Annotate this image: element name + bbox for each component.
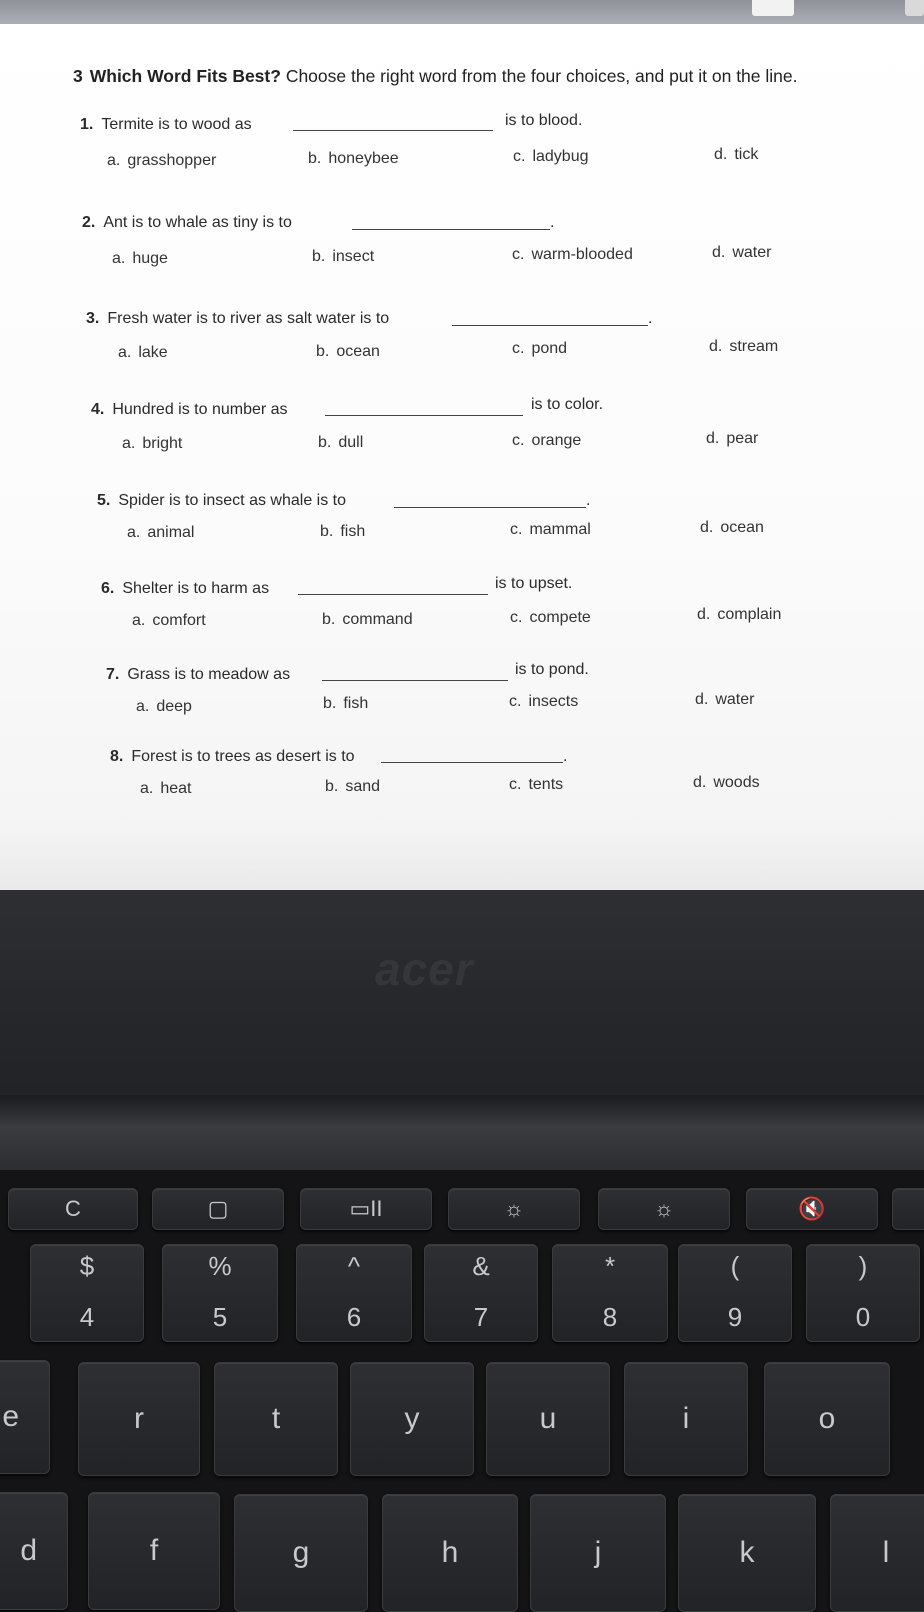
- key-4[interactable]: $ 4: [30, 1244, 144, 1342]
- option-d[interactable]: d. pear: [706, 430, 759, 447]
- answer-blank[interactable]: [394, 507, 586, 508]
- key-9[interactable]: ( 9: [678, 1244, 792, 1342]
- option-b[interactable]: b. fish: [320, 523, 366, 540]
- question-1: [80, 116, 252, 134]
- key-5[interactable]: % 5: [162, 1244, 278, 1342]
- question-7: [106, 666, 290, 684]
- key-8[interactable]: * 8: [552, 1244, 668, 1342]
- option-b[interactable]: b. sand: [325, 778, 381, 795]
- answer-blank[interactable]: [322, 680, 508, 681]
- question-5: [97, 492, 346, 510]
- key-0[interactable]: ) 0: [806, 1244, 920, 1342]
- key-o[interactable]: o: [764, 1362, 890, 1476]
- key-refresh[interactable]: [8, 1188, 138, 1230]
- option-d[interactable]: d. woods: [693, 774, 760, 791]
- option-a[interactable]: a. comfort: [132, 612, 206, 629]
- key-7[interactable]: & 7: [424, 1244, 538, 1342]
- key-6[interactable]: ^ 6: [296, 1244, 412, 1342]
- question-number: 1.: [80, 116, 94, 133]
- key-g[interactable]: g: [234, 1494, 368, 1612]
- mute-icon: 🔇: [798, 1196, 826, 1221]
- option-d[interactable]: d. complain: [697, 606, 782, 623]
- question-text: Termite is to wood as: [101, 116, 252, 133]
- key-fullscreen[interactable]: [152, 1188, 284, 1230]
- key-y[interactable]: y: [350, 1362, 474, 1476]
- key-j[interactable]: j: [530, 1494, 666, 1612]
- question-number: 3.: [86, 310, 100, 327]
- fullscreen-icon: ▢: [207, 1196, 229, 1221]
- key-e[interactable]: e: [0, 1360, 50, 1474]
- question-number: 8.: [110, 748, 124, 765]
- option-d[interactable]: d. tick: [714, 146, 759, 163]
- option-a[interactable]: a. heat: [140, 780, 192, 797]
- option-b[interactable]: b. honeybee: [308, 150, 399, 167]
- key-k[interactable]: k: [678, 1494, 816, 1612]
- option-d[interactable]: d. water: [712, 244, 772, 261]
- question-text: Hundred is to number as: [112, 401, 288, 418]
- question-text: Shelter is to harm as: [122, 580, 270, 597]
- question-8: [110, 748, 355, 766]
- question-suffix: .: [648, 310, 653, 327]
- option-a[interactable]: a. huge: [112, 250, 168, 267]
- question-number: 4.: [91, 401, 105, 418]
- question-number: 7.: [106, 666, 120, 683]
- option-c[interactable]: c. tents: [509, 776, 564, 793]
- question-suffix: is to blood.: [505, 112, 583, 129]
- option-b[interactable]: b. fish: [323, 695, 369, 712]
- heading-title: Which Word Fits Best?: [89, 66, 281, 86]
- option-a[interactable]: a. bright: [122, 435, 183, 452]
- key-t[interactable]: t: [214, 1362, 338, 1476]
- option-c[interactable]: c. pond: [512, 340, 568, 357]
- question-number: 6.: [101, 580, 115, 597]
- question-text: Grass is to meadow as: [127, 666, 291, 683]
- question-suffix: is to color.: [531, 396, 604, 413]
- option-a[interactable]: a. animal: [127, 524, 195, 541]
- question-suffix: is to upset.: [495, 575, 573, 592]
- option-c[interactable]: c. warm-blooded: [512, 246, 633, 263]
- question-suffix: .: [563, 748, 568, 765]
- question-number: 5.: [97, 492, 111, 509]
- answer-blank[interactable]: [293, 130, 493, 131]
- question-2: [82, 214, 292, 232]
- question-text: Fresh water is to river as salt water is to: [107, 310, 390, 327]
- answer-blank[interactable]: [298, 594, 488, 595]
- key-i[interactable]: i: [624, 1362, 748, 1476]
- answer-blank[interactable]: [381, 762, 563, 763]
- key-r[interactable]: r: [78, 1362, 200, 1476]
- key-f[interactable]: f: [88, 1492, 220, 1610]
- browser-tab[interactable]: [905, 0, 924, 16]
- key-volume[interactable]: [892, 1188, 924, 1230]
- key-u[interactable]: u: [486, 1362, 610, 1476]
- option-c[interactable]: c. orange: [512, 432, 582, 449]
- option-c[interactable]: c. ladybug: [513, 148, 589, 165]
- question-3: [86, 310, 389, 328]
- screen-glare: [0, 824, 924, 890]
- option-a[interactable]: a. lake: [118, 344, 168, 361]
- laptop-hinge: [0, 1095, 924, 1175]
- laptop-screen: [0, 24, 924, 890]
- option-d[interactable]: d. stream: [709, 338, 779, 355]
- brightness-up-icon: ☼: [653, 1196, 675, 1221]
- question-text: Forest is to trees as desert is to: [131, 748, 355, 765]
- question-text: Spider is to insect as whale is to: [118, 492, 347, 509]
- option-a[interactable]: a. deep: [136, 698, 192, 715]
- option-d[interactable]: d. water: [695, 691, 755, 708]
- question-4: [91, 401, 288, 419]
- option-a[interactable]: a. grasshopper: [107, 152, 217, 169]
- refresh-icon: C: [65, 1196, 81, 1221]
- answer-blank[interactable]: [325, 415, 523, 416]
- heading-instructions: Choose the right word from the four choices, and put it on the line.: [285, 66, 798, 86]
- answer-blank[interactable]: [452, 325, 648, 326]
- key-mute[interactable]: [746, 1188, 878, 1230]
- option-c[interactable]: c. compete: [510, 609, 591, 626]
- answer-blank[interactable]: [352, 229, 550, 230]
- key-brightness-down[interactable]: [448, 1188, 580, 1230]
- option-c[interactable]: c. mammal: [510, 521, 591, 538]
- question-suffix: .: [586, 492, 591, 509]
- key-l[interactable]: l: [830, 1494, 924, 1612]
- option-b[interactable]: b. dull: [318, 434, 364, 451]
- key-overview[interactable]: [300, 1188, 432, 1230]
- option-b[interactable]: b. ocean: [316, 343, 380, 360]
- option-b[interactable]: b. command: [322, 611, 413, 628]
- question-number: 2.: [82, 214, 96, 231]
- question-6: [101, 580, 269, 598]
- acer-logo: acer: [375, 943, 474, 995]
- overview-icon: ▭II: [349, 1196, 383, 1221]
- brightness-down-icon: ☼: [503, 1196, 525, 1221]
- option-b[interactable]: b. insect: [312, 248, 375, 265]
- key-h[interactable]: h: [382, 1494, 518, 1612]
- key-d[interactable]: d: [0, 1492, 68, 1610]
- option-d[interactable]: d. ocean: [700, 519, 764, 536]
- key-brightness-up[interactable]: [598, 1188, 730, 1230]
- question-text: Ant is to whale as tiny is to: [103, 214, 292, 231]
- question-suffix: is to pond.: [515, 661, 589, 678]
- laptop-bezel: [0, 890, 924, 1110]
- browser-tab[interactable]: [752, 0, 794, 16]
- heading-number: 3: [73, 66, 83, 86]
- worksheet-heading: [73, 66, 798, 87]
- question-suffix: .: [550, 214, 555, 231]
- keyboard-deck: [0, 1170, 924, 1612]
- browser-top-bar: [0, 0, 924, 26]
- option-c[interactable]: c. insects: [509, 693, 579, 710]
